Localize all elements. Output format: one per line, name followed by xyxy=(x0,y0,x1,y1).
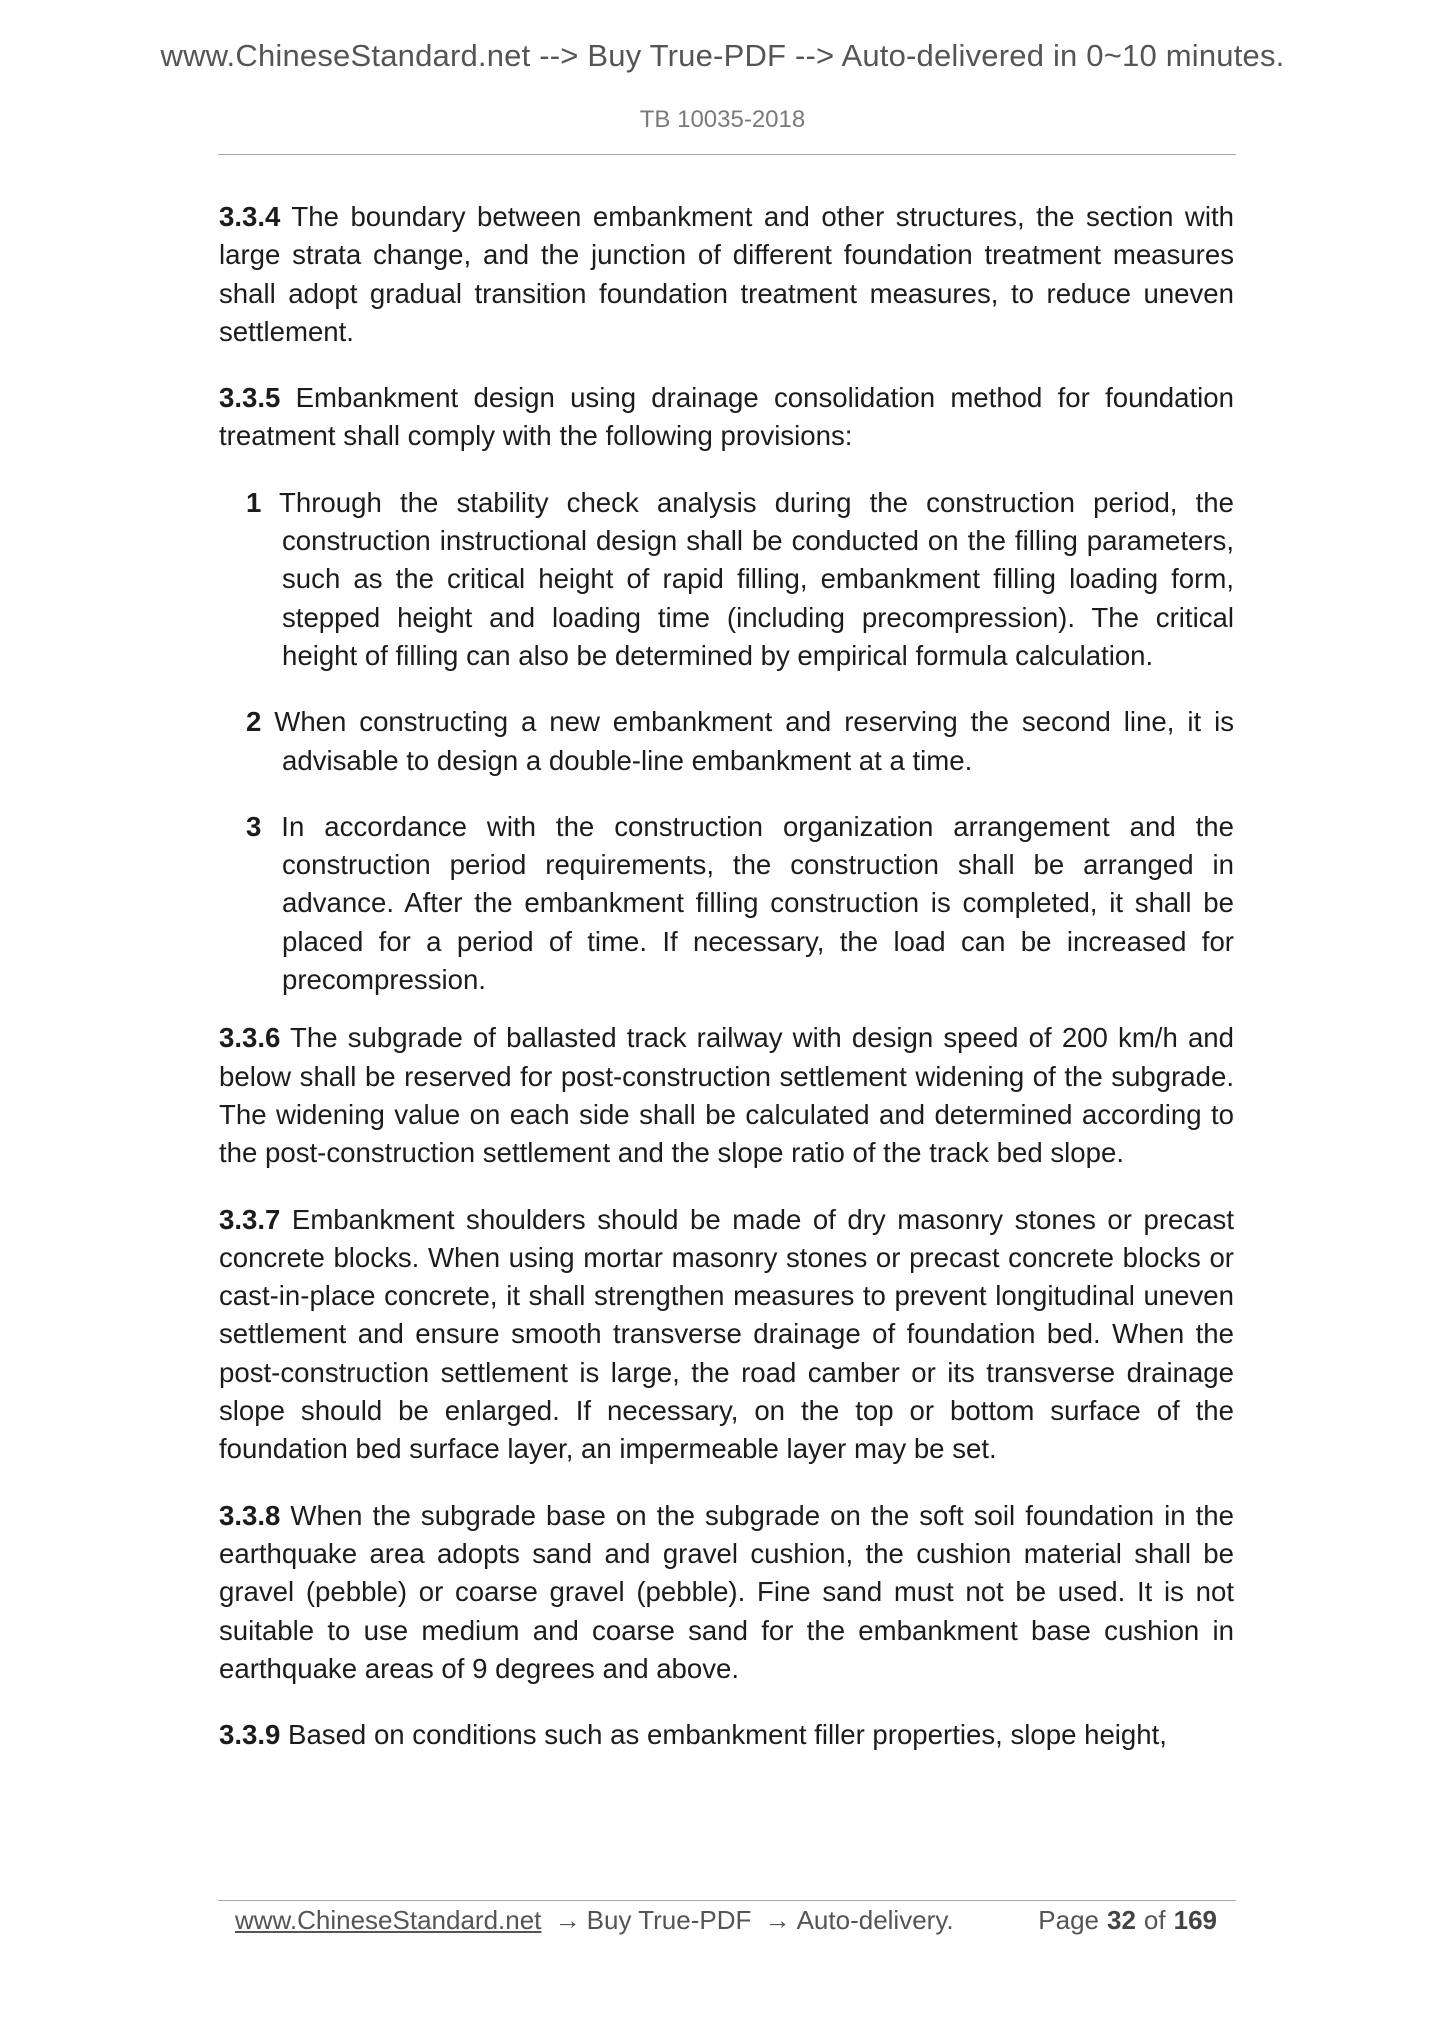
page-total: 169 xyxy=(1173,1905,1217,1935)
page-indicator xyxy=(1038,1905,1225,1936)
clause-number: 3.3.5 xyxy=(219,382,281,414)
clause-3-3-6 xyxy=(219,1019,1234,1172)
provision-item-2 xyxy=(219,703,1234,780)
clause-text: Based on conditions such as embankment filler properties, slope height, xyxy=(280,1719,1167,1751)
clause-3-3-4 xyxy=(219,198,1234,351)
page-footer xyxy=(235,1905,1225,1941)
arrow-right-icon: → xyxy=(764,1905,791,1935)
footer-site-link[interactable]: www.ChineseStandard.net xyxy=(235,1905,542,1935)
clause-3-3-7 xyxy=(219,1201,1234,1469)
clause-text: The subgrade of ballasted track railway with design speed of 200 km/h and below shall be reserved for post-construction settlement widening of the subgrade. The widening value on each side shall be calculated and determined according to the post-construction settlement and the slope ratio of the track bed slope. xyxy=(219,1022,1234,1169)
item-number: 3 xyxy=(246,810,262,842)
page-label: Page xyxy=(1038,1905,1099,1935)
document-id: TB 10035-2018 xyxy=(639,106,806,133)
item-text: In accordance with the construction organization arrangement and the construction period requirements, the construction shall be arranged in advance. After the embankment filling construction is completed, it shall be placed for a period of time. If necessary, the load can be increased for precompression. xyxy=(261,810,1234,996)
provision-item-3 xyxy=(219,808,1234,999)
item-number: 1 xyxy=(246,486,262,518)
footer-buy-text: Buy True-PDF xyxy=(586,1905,752,1935)
site-banner: www.ChineseStandard.net --> Buy True-PDF --> Auto-delivered in 0~10 minutes. xyxy=(160,38,1285,73)
of-label: of xyxy=(1143,1905,1166,1935)
clause-text: The boundary between embankment and other structures, the section with large strata change, and the junction of different foundation treatment measures shall adopt gradual transition foundation treatment measures, to reduce uneven settlement. xyxy=(219,201,1234,347)
clause-3-3-9 xyxy=(219,1716,1234,1754)
clause-text: Embankment shoulders should be made of dry masonry stones or precast concrete blocks. When using mortar masonry stones or precast concrete blocks or cast-in-place concrete, it shall strengthen measures to prevent longitudinal uneven settlement and ensure smooth transverse drainage of foundation bed. When the post-construction settlement is large, the road camber or its transverse drainage slope should be enlarged. If necessary, on the top or bottom surface of the foundation bed surface layer, an impermeable layer may be set. xyxy=(219,1203,1234,1465)
page-number: 32 xyxy=(1107,1905,1136,1935)
clause-number: 3.3.8 xyxy=(219,1499,281,1531)
provision-item-1 xyxy=(219,484,1234,675)
footer-divider xyxy=(218,1900,1236,1901)
item-text: When constructing a new embankment and reserving the second line, it is advisable to design a double-line embankment at a time. xyxy=(261,706,1234,776)
clause-text: Embankment design using drainage consolidation method for foundation treatment shall comply with the following provisions: xyxy=(219,382,1234,452)
clause-number: 3.3.7 xyxy=(219,1203,281,1235)
clause-3-3-5 xyxy=(219,379,1234,456)
item-text: Through the stability check analysis during the construction period, the construction instructional design shall be conducted on the filling parameters, such as the critical height of rapid filling, embankment filling loading form, stepped height and loading time (including precompression). The critical height of filling can also be determined by empirical formula calculation. xyxy=(261,486,1234,671)
header-divider xyxy=(218,154,1236,155)
footer-promo xyxy=(235,1905,954,1936)
clause-3-3-8 xyxy=(219,1497,1234,1688)
clause-number: 3.3.9 xyxy=(219,1719,281,1751)
item-number: 2 xyxy=(246,706,262,738)
clause-text: When the subgrade base on the subgrade on the soft soil foundation in the earthquake area adopts sand and gravel cushion, the cushion material shall be gravel (pebble) or coarse gravel (pebble). Fine sand must not be used. It is not suitable to use medium and coarse sand for the embankment base cushion in earthquake areas of 9 degrees and above. xyxy=(219,1499,1234,1684)
footer-auto-text: Auto-delivery. xyxy=(796,1905,954,1935)
clause-number: 3.3.4 xyxy=(219,201,281,232)
arrow-right-icon: → xyxy=(554,1905,581,1935)
clause-number: 3.3.6 xyxy=(219,1022,281,1054)
document-body xyxy=(219,198,1234,1782)
